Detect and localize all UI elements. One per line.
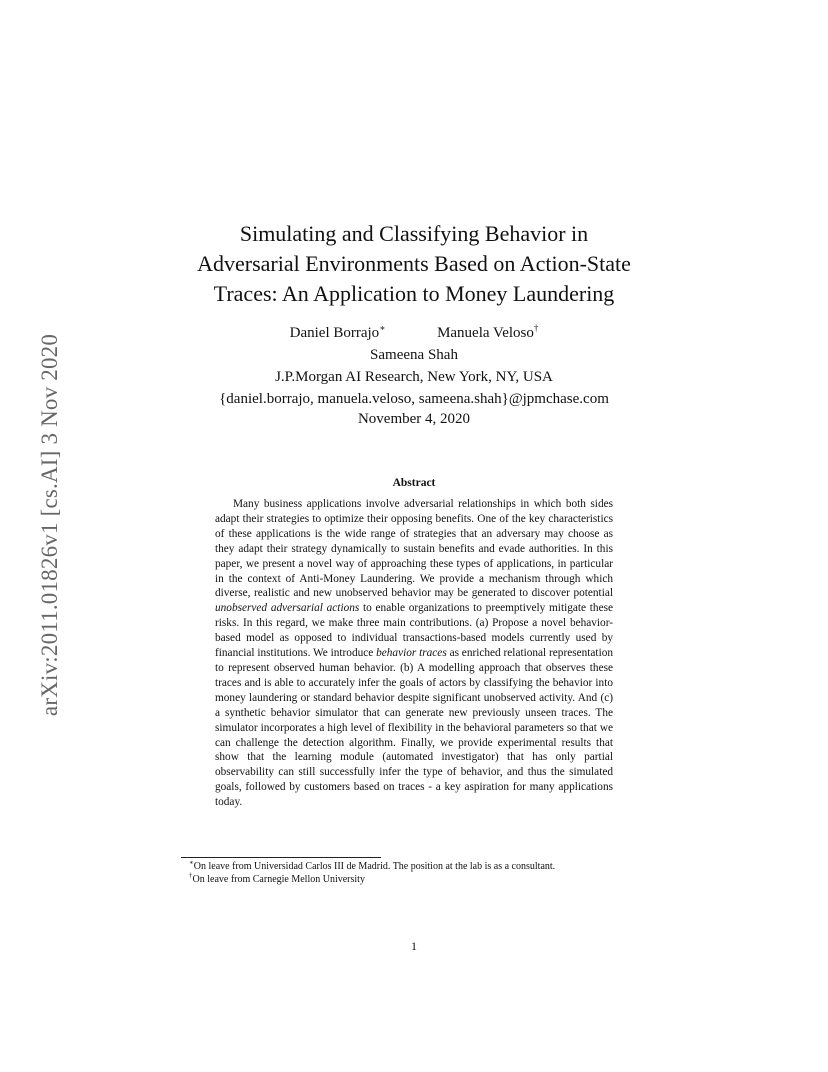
author-veloso: Manuela Veloso† xyxy=(437,323,539,341)
page-number: 1 xyxy=(411,939,417,953)
affiliation: J.P.Morgan AI Research, New York, NY, USA xyxy=(275,369,553,385)
paper-date: November 4, 2020 xyxy=(357,411,471,427)
abstract-emphasis-2: behavior traces xyxy=(376,647,447,660)
abstract-paragraph: Many business applications involve adversarial relationships in which both sides adapt their strategies to optimize their opposing benefits. One of the key characteristics of these applications is the wide range of strategies that an adversary may choose as they adapt their strategy dynamically to sustain benefits and evade authorities. In this paper, we present a novel way of approaching these types of applications, in particular in the context of Anti-Money Laundering. We provide a mechanism through which diverse, realistic and new unobserved behavior may be generated to discover potential unobserved adversarial actions to enable organizations to preemptively mitigate these risks. In this regard, we make three main contributions. (a) Propose a novel behavior-based model as opposed to individual transactions-based models currently used by financial institutions. We introduce behavior traces as enriched relational representation to represent observed human behavior. (b) A modelling approach that observes these traces and is able to accurately infer the goals of actors by classifying the behavior into money laundering or standard behavior despite significant unobserved activity. And (c) a synthetic behavior simulator that can generate new previously unseen traces. The simulator incorporates a high level of flexibility in the behavioral parameters so that we can challenge the detection algorithm. Finally, we provide experimental results that show that the learning module (automated investigator) that has only partial observability can still successfully infer the type of behavior, and thus the simulated goals, followed by customers based on traces - a key aspiration for many applications today. xyxy=(215,498,613,809)
footnote-2: †On leave from Carnegie Mellon University xyxy=(189,871,365,885)
paper-title xyxy=(100,219,728,309)
author-shah: Sameena Shah xyxy=(370,347,458,363)
footnote-1: ∗On leave from Universidad Carlos III de Madrid. The position at the lab is as a consultant. xyxy=(189,858,556,872)
arxiv-identifier: arXiv:2011.01826v1 [cs.AI] 3 Nov 2020 xyxy=(37,333,62,717)
title-line-1: Simulating and Classifying Behavior in xyxy=(239,221,589,246)
footnote-rule xyxy=(181,857,381,858)
abstract-body xyxy=(215,497,613,810)
abstract-emphasis-1: unobserved adversarial actions xyxy=(215,602,360,615)
title-line-3: Traces: An Application to Money Laundering xyxy=(213,281,615,306)
footnotes xyxy=(181,860,681,886)
author-block xyxy=(100,322,728,410)
footnote-mark-1: ∗ xyxy=(379,323,386,333)
author-emails: {daniel.borrajo, manuela.veloso, sameena.shah}@jpmchase.com xyxy=(219,391,609,407)
author-borrajo: Daniel Borrajo∗ xyxy=(289,323,386,341)
abstract-heading: Abstract xyxy=(392,477,436,489)
footnote-mark-2: † xyxy=(533,323,539,333)
title-line-2: Adversarial Environments Based on Action-State xyxy=(197,251,631,276)
